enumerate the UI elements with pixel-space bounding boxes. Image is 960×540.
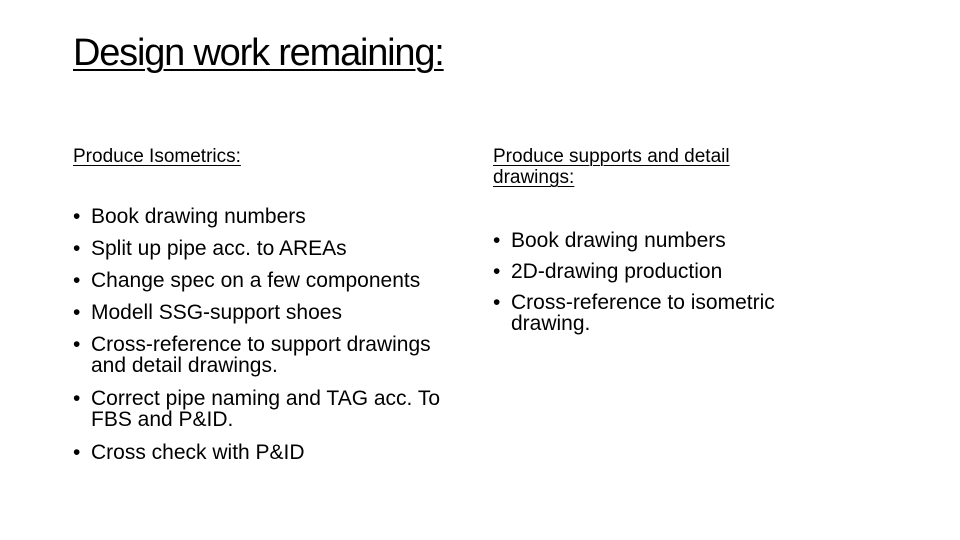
list-item xyxy=(73,388,463,430)
bullet-icon: • xyxy=(73,237,81,260)
list-item xyxy=(493,261,833,282)
list-item xyxy=(73,206,463,227)
bullet-icon: • xyxy=(73,301,81,324)
bullet-icon: • xyxy=(493,260,501,283)
supports-heading: Produce supports and detail drawings: xyxy=(493,146,730,188)
list-item xyxy=(73,238,463,259)
bullet-icon: • xyxy=(73,269,81,292)
bullet-icon: • xyxy=(493,229,501,252)
list-item-text: Cross-reference to support drawings and detail drawings. xyxy=(91,333,431,377)
list-item-text: Cross check with P&ID xyxy=(91,441,305,464)
bullet-icon: • xyxy=(73,205,81,228)
list-item xyxy=(73,442,463,463)
supports-task-list xyxy=(493,230,833,344)
list-item-text: Change spec on a few components xyxy=(91,269,421,292)
isometrics-task-list xyxy=(73,206,463,463)
list-item-text: Book drawing numbers xyxy=(511,229,726,252)
bullet-icon: • xyxy=(493,291,501,314)
list-item-text: 2D-drawing production xyxy=(511,260,723,283)
list-item-text: Split up pipe acc. to AREAs xyxy=(91,237,347,260)
bullet-icon: • xyxy=(73,333,81,356)
list-item-text: Modell SSG-support shoes xyxy=(91,301,342,324)
list-item xyxy=(493,230,833,251)
list-item xyxy=(73,302,463,323)
list-item xyxy=(73,270,463,291)
slide-title: Design work remaining: xyxy=(73,32,444,74)
list-item-text: Correct pipe naming and TAG acc. To FBS and P&ID. xyxy=(91,387,441,431)
list-item-text: Cross-reference to isometric drawing. xyxy=(511,291,775,335)
bullet-icon: • xyxy=(73,387,81,410)
bullet-icon: • xyxy=(73,441,81,464)
list-item-text: Book drawing numbers xyxy=(91,205,306,228)
isometrics-heading: Produce Isometrics: xyxy=(73,146,241,167)
list-item xyxy=(493,292,833,334)
list-item xyxy=(73,334,463,376)
